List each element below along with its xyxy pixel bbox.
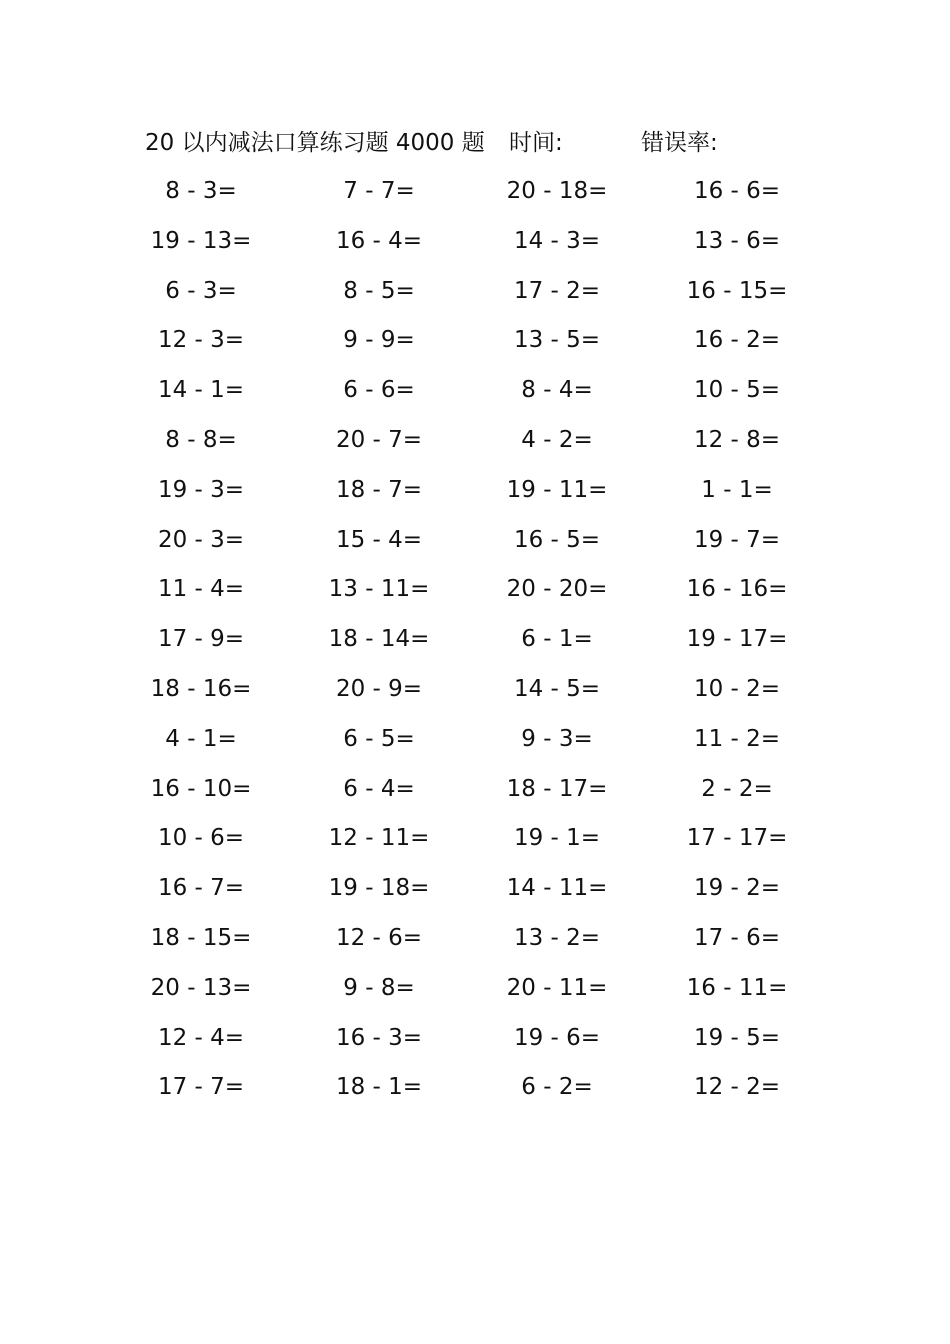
subtraction-problem: 6 - 6= [343, 377, 415, 404]
subtraction-problem: 13 - 11= [328, 576, 430, 603]
subtraction-problem: 9 - 9= [343, 327, 415, 354]
subtraction-problem: 19 - 3= [157, 476, 245, 503]
subtraction-problem: 20 - 18= [506, 178, 608, 204]
problem-row [140, 572, 800, 622]
subtraction-problem: 20 - 7= [335, 426, 423, 453]
problem-row [140, 1021, 800, 1071]
subtraction-problem: 6 - 1= [521, 626, 593, 653]
problem-row [140, 274, 800, 324]
subtraction-problem: 18 - 14= [328, 626, 430, 653]
subtraction-problem: 18 - 15= [150, 924, 252, 951]
subtraction-problem: 19 - 13= [150, 227, 252, 254]
subtraction-problem: 7 - 7= [343, 178, 415, 204]
subtraction-problem: 16 - 16= [686, 576, 788, 603]
subtraction-problem: 17 - 2= [513, 277, 601, 304]
problem-row [140, 523, 800, 573]
subtraction-problem: 16 - 3= [335, 1024, 423, 1051]
problem-row [140, 323, 800, 373]
problem-row [140, 772, 800, 822]
subtraction-problem: 9 - 8= [343, 974, 415, 1001]
subtraction-problem: 12 - 2= [693, 1074, 781, 1101]
subtraction-problem: 17 - 9= [157, 626, 245, 653]
problem-row [140, 722, 800, 772]
subtraction-problem: 14 - 3= [513, 227, 601, 254]
subtraction-problem: 19 - 1= [513, 825, 601, 852]
problem-row [140, 672, 800, 722]
subtraction-problem: 12 - 8= [693, 426, 781, 453]
subtraction-problem: 16 - 5= [513, 526, 601, 553]
subtraction-problem: 18 - 7= [335, 476, 423, 503]
subtraction-problem: 14 - 1= [157, 377, 245, 404]
subtraction-problem: 20 - 3= [157, 526, 245, 553]
subtraction-problem: 10 - 2= [693, 675, 781, 702]
subtraction-problem: 20 - 20= [506, 576, 608, 603]
worksheet-header [145, 126, 805, 160]
subtraction-problem: 16 - 10= [150, 775, 252, 802]
subtraction-problem: 19 - 11= [506, 476, 608, 503]
subtraction-problem: 16 - 7= [157, 875, 245, 902]
subtraction-problem: 16 - 11= [686, 974, 788, 1001]
problem-row [140, 1070, 800, 1120]
subtraction-problem: 18 - 16= [150, 675, 252, 702]
subtraction-problem: 16 - 4= [335, 227, 423, 254]
subtraction-problem: 20 - 9= [335, 675, 423, 702]
subtraction-problem: 12 - 6= [335, 924, 423, 951]
subtraction-problem: 19 - 7= [693, 526, 781, 553]
subtraction-problem: 18 - 17= [506, 775, 608, 802]
subtraction-problem: 1 - 1= [701, 476, 773, 503]
problem-grid [140, 174, 800, 1120]
subtraction-problem: 17 - 6= [693, 924, 781, 951]
subtraction-problem: 6 - 2= [521, 1074, 593, 1101]
problem-row [140, 174, 800, 224]
subtraction-problem: 13 - 5= [513, 327, 601, 354]
subtraction-problem: 11 - 4= [157, 576, 245, 603]
subtraction-problem: 19 - 2= [693, 875, 781, 902]
subtraction-problem: 16 - 2= [693, 327, 781, 354]
problem-row [140, 921, 800, 971]
subtraction-problem: 13 - 2= [513, 924, 601, 951]
subtraction-problem: 8 - 8= [165, 426, 237, 453]
subtraction-problem: 19 - 5= [693, 1024, 781, 1051]
subtraction-problem: 4 - 2= [521, 426, 593, 453]
subtraction-problem: 13 - 6= [693, 227, 781, 254]
subtraction-problem: 9 - 3= [521, 725, 593, 752]
subtraction-problem: 10 - 6= [157, 825, 245, 852]
subtraction-problem: 17 - 7= [157, 1074, 245, 1101]
worksheet-title: 20 以内减法口算练习题 4000 题 [145, 130, 485, 156]
subtraction-problem: 19 - 6= [513, 1024, 601, 1051]
subtraction-problem: 12 - 4= [157, 1024, 245, 1051]
subtraction-problem: 19 - 18= [328, 875, 430, 902]
subtraction-problem: 14 - 11= [506, 875, 608, 902]
problem-row [140, 971, 800, 1021]
subtraction-problem: 19 - 17= [686, 626, 788, 653]
subtraction-problem: 6 - 5= [343, 725, 415, 752]
problem-row [140, 622, 800, 672]
problem-row [140, 224, 800, 274]
problem-row [140, 871, 800, 921]
problem-row [140, 473, 800, 523]
subtraction-problem: 8 - 5= [343, 277, 415, 304]
subtraction-problem: 6 - 3= [165, 277, 237, 304]
subtraction-problem: 20 - 13= [150, 974, 252, 1001]
problem-row [140, 423, 800, 473]
subtraction-problem: 14 - 5= [513, 675, 601, 702]
subtraction-problem: 10 - 5= [693, 377, 781, 404]
subtraction-problem: 18 - 1= [335, 1074, 423, 1101]
problem-row [140, 373, 800, 423]
subtraction-problem: 12 - 11= [328, 825, 430, 852]
subtraction-problem: 17 - 17= [686, 825, 788, 852]
subtraction-problem: 15 - 4= [335, 526, 423, 553]
problem-row [140, 821, 800, 871]
subtraction-problem: 8 - 4= [521, 377, 593, 404]
subtraction-problem: 8 - 3= [165, 178, 237, 204]
time-label: 时间: [509, 130, 563, 156]
subtraction-problem: 11 - 2= [693, 725, 781, 752]
subtraction-problem: 6 - 4= [343, 775, 415, 802]
subtraction-problem: 12 - 3= [157, 327, 245, 354]
subtraction-problem: 16 - 15= [686, 277, 788, 304]
subtraction-problem: 20 - 11= [506, 974, 608, 1001]
subtraction-problem: 4 - 1= [165, 725, 237, 752]
subtraction-problem: 2 - 2= [701, 775, 773, 802]
subtraction-problem: 16 - 6= [693, 178, 781, 204]
error-rate-label: 错误率: [641, 130, 718, 156]
